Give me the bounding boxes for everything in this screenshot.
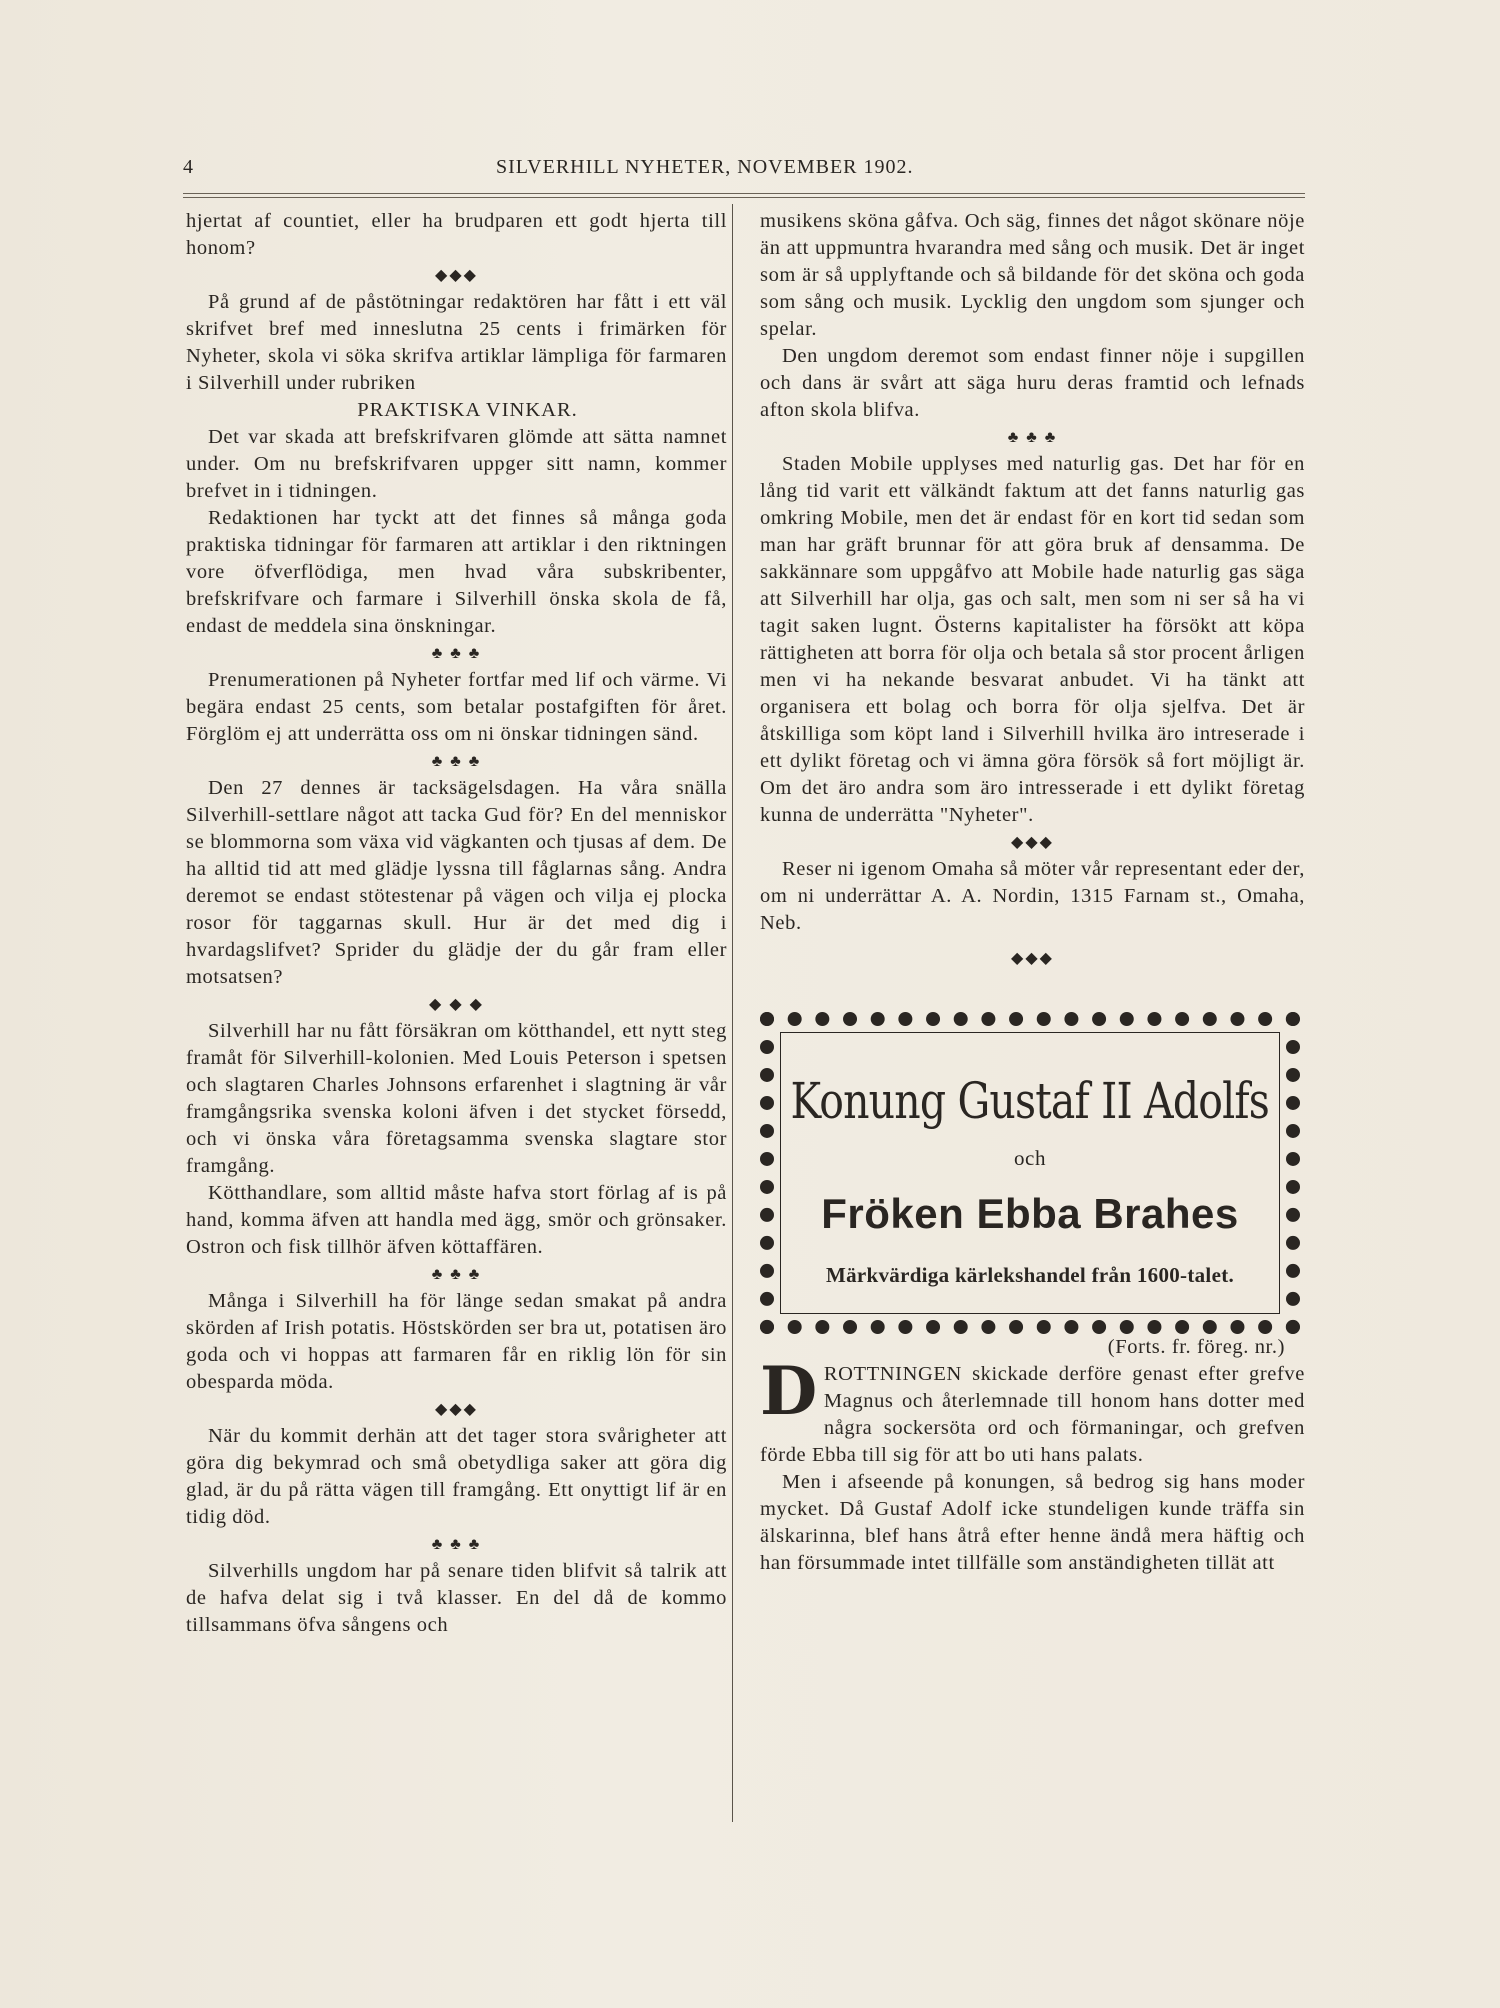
paragraph: Silverhill har nu fått försäkran om kötthandel, ett nytt steg framåt för Silverhill-kolonien. Med Louis Peterson i spetsen och slagtaren Charles Johnsons erfarenhet i slagtning är vår framgångsrika svenska koloni äfven i det stycket försedd, och vi önska våra företagsamma svenska slagtare stor framgång. <box>186 1020 727 1177</box>
story-paragraph <box>760 1352 1305 1469</box>
paragraph: Den ungdom deremot som endast finner nöje i supgillen och dans är svårt att säga huru deras framtid och lefnads afton skola blifva. <box>760 345 1305 421</box>
diamond-ornament: ◆◆◆ <box>1011 950 1054 967</box>
clover-ornament: ♣ ♣ ♣ <box>431 645 482 662</box>
paragraph: hjertat af countiet, eller ha brudparen ett godt hjerta till honom? <box>186 210 727 259</box>
header-rule-thin <box>183 197 1305 198</box>
diamond-ornament: ◆◆◆ <box>435 1401 478 1418</box>
right-column <box>760 208 1305 1577</box>
clover-ornament: ♣ ♣ ♣ <box>431 753 482 770</box>
paragraph: Silverhills ungdom har på senare tiden blifvit så talrik att de hafva delat sig i två klasser. En del då de kommo tillsammans öfva sångens och <box>186 1560 727 1636</box>
section-heading: PRAKTISKA VINKAR. <box>357 399 578 421</box>
story-title-box <box>760 1012 1300 1334</box>
paragraph: Det var skada att brefskrifvaren glömde att sätta namnet under. Om nu brefskrifvaren uppger sitt namn, kommer brefvet in i tidningen. <box>186 426 727 502</box>
diamond-ornament: ◆ ◆ ◆ <box>429 996 484 1013</box>
story-text: ROTTNINGEN skickade derföre genast efter grefve Magnus och återlemnade till honom hans dotter med några sockersöta ord och förmaningar, och grefven förde Ebba till sig för att bo uti hans palats. <box>760 1363 1305 1466</box>
paragraph: Många i Silverhill ha för länge sedan smakat på andra skörden af Irish potatis. Höstskörden ser bra ut, potatisen äro goda och vi hoppas att farmaren får en riklig lön för sin obesparda möda. <box>186 1290 727 1393</box>
paragraph: Kötthandlare, som alltid måste hafva stort förlag af is på hand, komma äfven att handla med ägg, smör och grönsaker. Ostron och fisk tillhör äfven köttaffären. <box>186 1182 727 1258</box>
story-title-och: och <box>1013 1146 1047 1170</box>
paragraph: Redaktionen har tyckt att det finnes så många goda praktiska tidningar för farmaren att artiklar i den riktningen vore öfverflödiga, men hvad våra subskribenter, brefskrifvare och farmare i Silverhill önska skola de få, endast de meddela sina önskningar. <box>186 507 727 637</box>
clover-ornament: ♣ ♣ ♣ <box>431 1266 482 1283</box>
clover-ornament: ♣ ♣ ♣ <box>431 1536 482 1553</box>
paragraph: Den 27 dennes är tacksägelsdagen. Ha våra snälla Silverhill-settlare något att tacka Gud för? En del menniskor se blommorna som växa vid vägkanten och tjusas af dem. De ha alltid tid att med glädje lyssna till fåglarnas sång. Andra deremot se endast stötestenar på vägen och vilja ej plocka rosor för taggarnas skull. Hur är det med dig i hvardagslifvet? Sprider du glädje der du går fram eller motsatsen? <box>186 777 727 988</box>
paragraph: När du kommit derhän att det tager stora svårigheter att göra dig bekymrad och små obetydliga saker att göra dig glad, är du på rätta vägen till framgång. Ett onyttigt lif är en tidig död. <box>186 1425 727 1528</box>
paragraph: På grund af de påstötningar redaktören har fått i ett väl skrifvet bref med inneslutna 25 cents i frimärken för Nyheter, skola vi söka skrifva artiklar lämpliga för farmaren i Silverhill under rubriken <box>186 291 727 394</box>
story-paragraph: Men i afseende på konungen, så bedrog sig hans moder mycket. Då Gustaf Adolf icke stundeligen kunde träffa sin älskarinna, blef hans åtrå efter henne ändå mera häftig och han försummade intet tillfälle som anständigheten tillät att <box>760 1471 1305 1574</box>
page-header <box>183 156 1303 179</box>
paragraph: Staden Mobile upplyses med naturlig gas. Det har för en lång tid varit ett välkändt faktum att det fanns naturlig gas omkring Mobile, men det är endast för en kort tid sedan som man har gräft brunnar för att göra bruk af densamma. De sakkännare som uppgåfvo att Mobile hade naturlig gas säga att Silverhill har olja, gas och salt, men som ni ser så ha vi tagit saken lugnt. Österns kapitalister ha försökt att köpa rättigheten att borra för olja och betala så stor procent årligen men vi ha nekande besvarat anbudet. Vi ha tänkt att organisera ett bolag och borra för olja sjelfva. Det är åtskilliga som köpt land i Silverhill hvilka äro intreserade i ett dylikt företag och vi ämna göra försök så fort möjligt är. Om det äro andra som äro intresserade i ett dylikt företag kunna de underrätta "Nyheter". <box>760 453 1305 826</box>
paragraph: musikens sköna gåfva. Och säg, finnes det något skönare nöje än att uppmuntra hvarandra med sång och musik. Det är inget som är så upplyftande och så bildande för det sköna och goda som sång och musik. Lycklig den ungdom som sjunger och spelar. <box>760 210 1305 340</box>
column-divider <box>732 204 733 1822</box>
story-subtitle: Märkvärdiga kärlekshandel från 1600-talet. <box>825 1263 1235 1287</box>
paragraph: Prenumerationen på Nyheter fortfar med lif och värme. Vi begära endast 25 cents, som betalar postafgiften för året. Förglöm ej att underrätta oss om ni önskar tidningen sänd. <box>186 669 727 745</box>
clover-ornament: ♣ ♣ ♣ <box>1007 429 1058 446</box>
continued-note: (Forts. fr. föreg. nr.) <box>1107 1336 1285 1358</box>
diamond-ornament: ◆◆◆ <box>435 267 478 284</box>
paragraph: Reser ni igenom Omaha så möter vår representant eder der, om ni underrättar A. A. Nordin, 1315 Farnam st., Omaha, Neb. <box>760 858 1305 934</box>
story-title: Konung Gustaf II Adolfs <box>790 1072 1270 1130</box>
drop-cap: D <box>760 1352 818 1430</box>
diamond-ornament: ◆◆◆ <box>1011 834 1054 851</box>
story-title-inner <box>780 1032 1280 1314</box>
page-number: 4 <box>183 156 194 178</box>
left-column <box>186 208 727 1639</box>
header-rule <box>183 193 1305 194</box>
story-title-name: Fröken Ebba Brahes <box>821 1190 1239 1237</box>
running-title: SILVERHILL NYHETER, NOVEMBER 1902. <box>496 156 914 178</box>
